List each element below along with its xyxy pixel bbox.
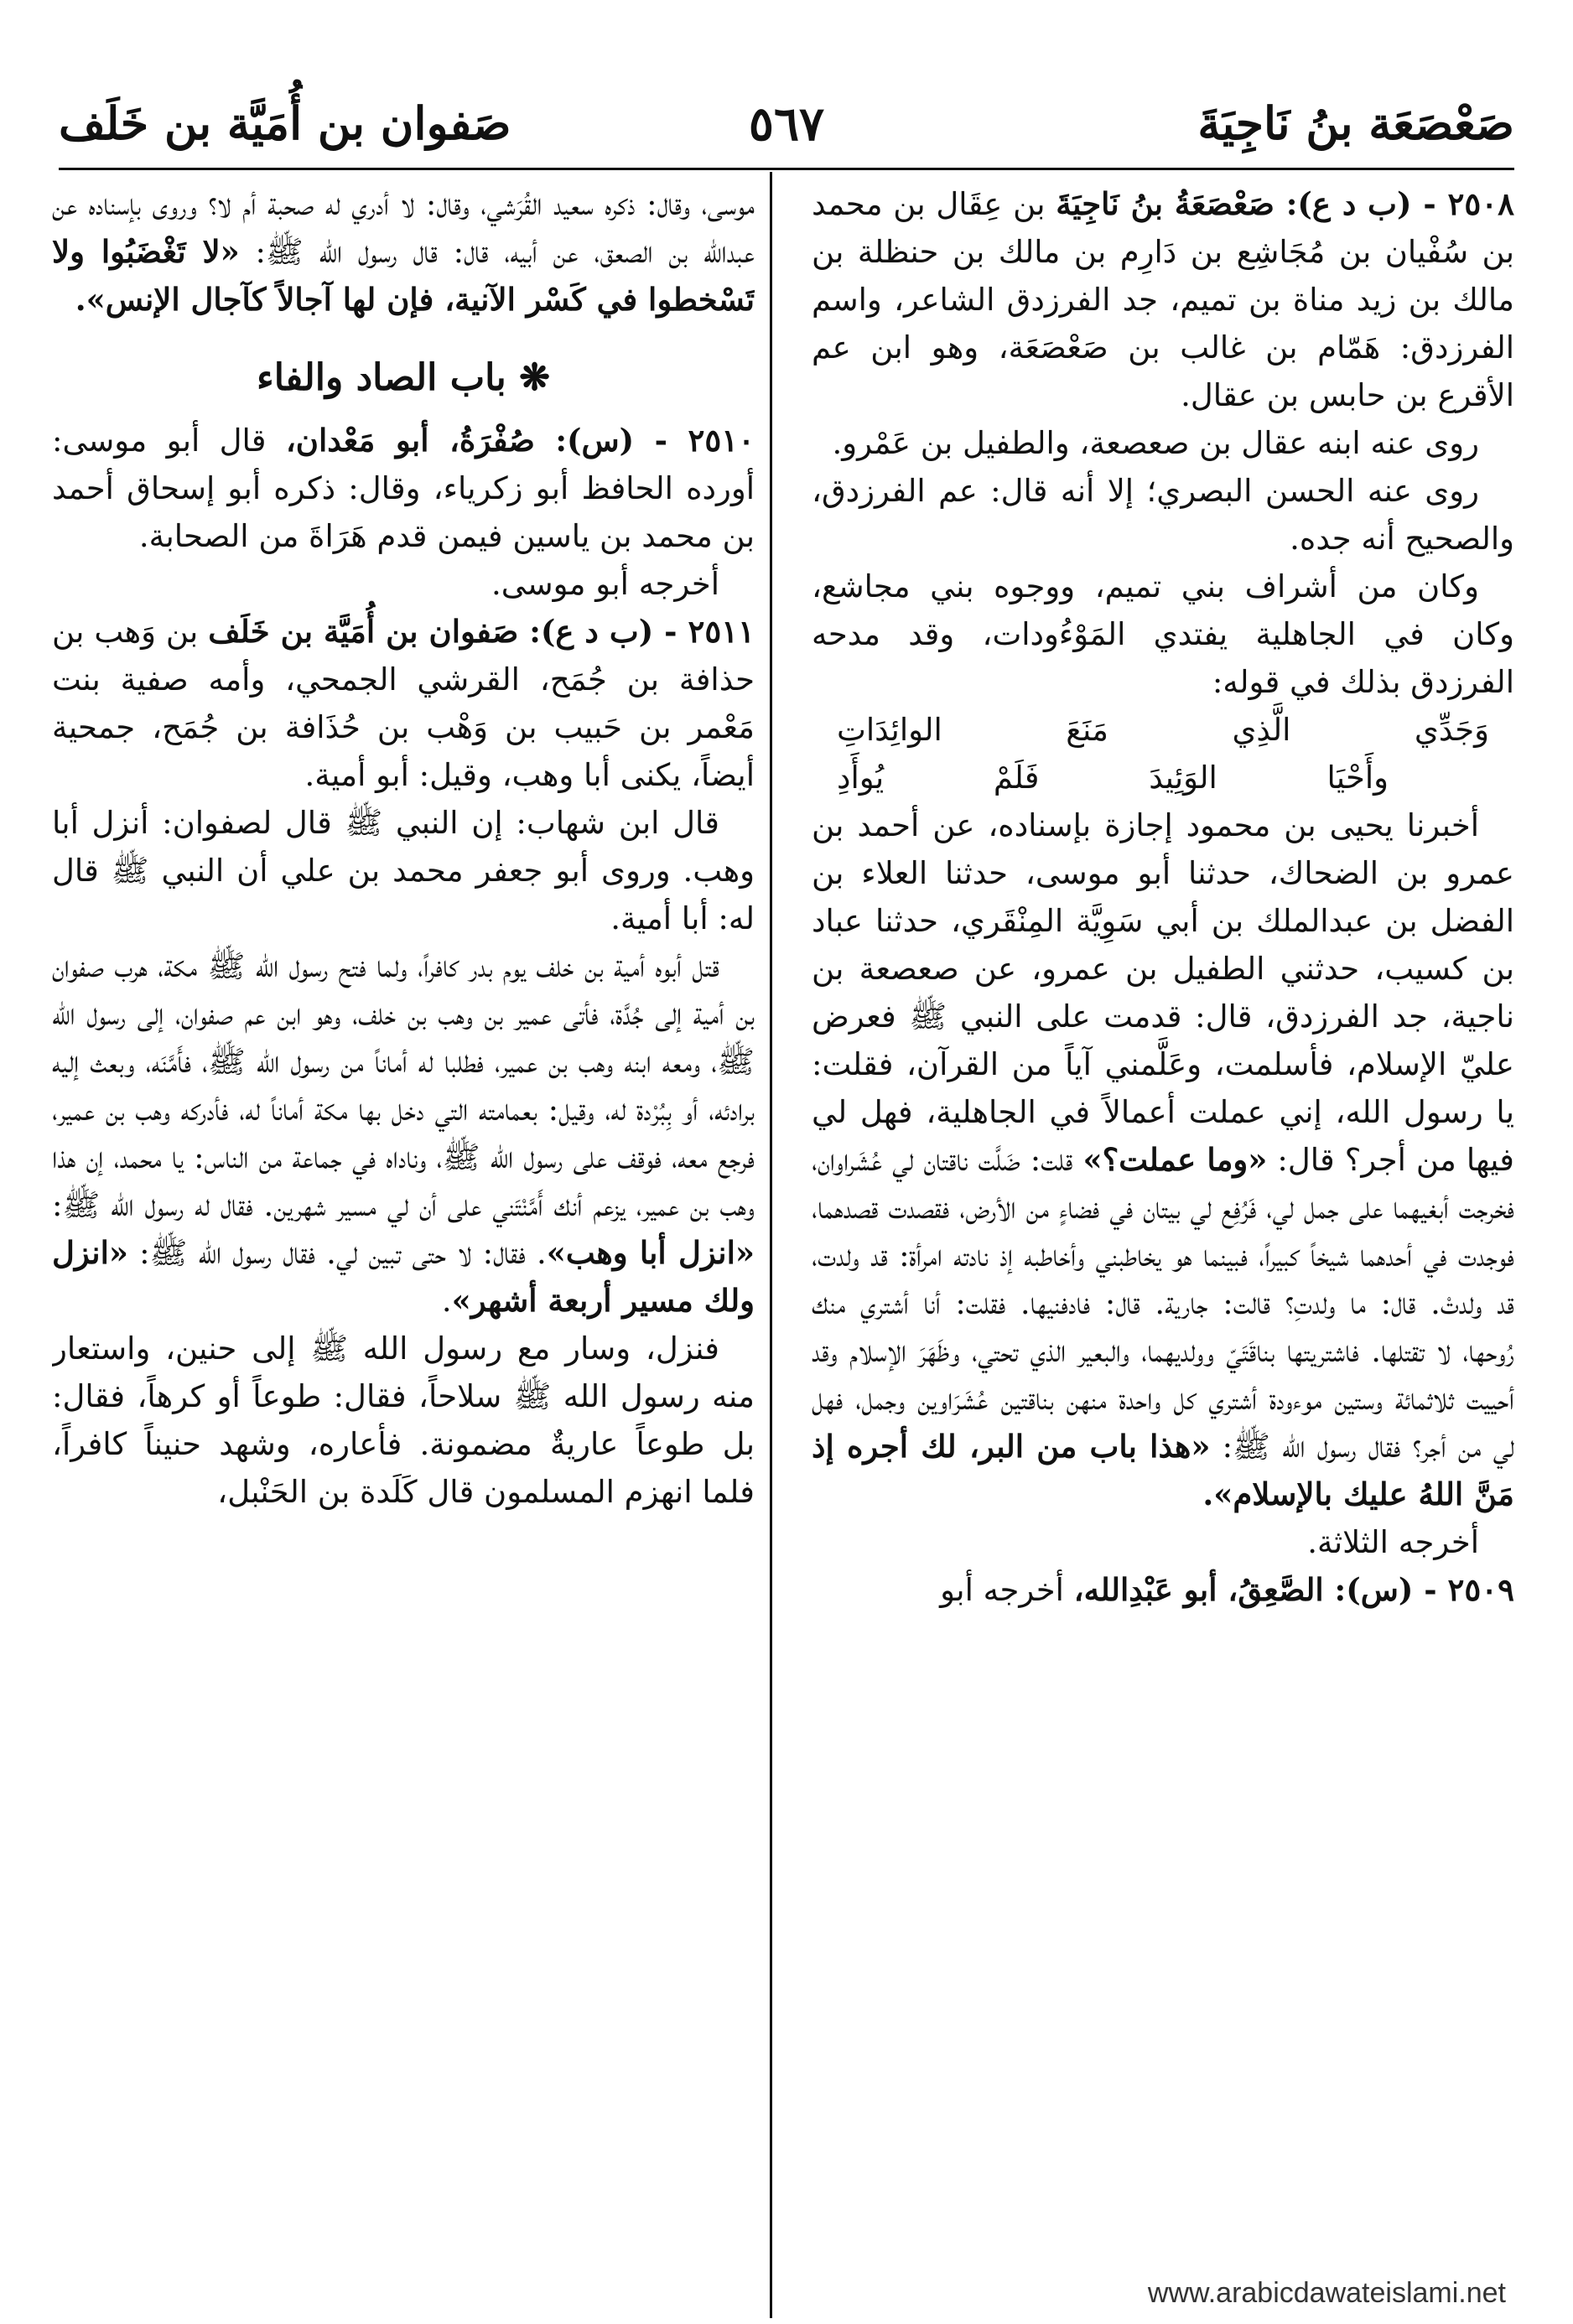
entry-number: ٢٥٠٩ bbox=[1447, 1571, 1514, 1608]
poem-line: وَجَدِّي الَّذِي مَنَعَ الوائِدَاتِ bbox=[837, 712, 1489, 748]
entry-2510 bbox=[52, 417, 755, 560]
poem bbox=[812, 706, 1514, 801]
paragraph-text: قتل أبوه أمية بن خلف يوم بدر كافراً، ولما فتح رسول الله ﷺ مكة، هرب صفوان بن أمية إلى جُدَّة، فأتى عمير بن وهب بن خلف، وهو ابن عم صفوان، إلى رسول الله ﷺ، ومعه ابنه وهب بن عمير، فطلبا له أماناً من رسول الله ﷺ، فأَمَّنَه، وبعث إليه برادئه، أو بِبُرْدة له، وقيل: بعمامته التي دخل بها مكة أماناً له، فأدركه وهب بن عمير، فرجع معه، فوقف على رسول الله ﷺ، وناداه في جماعة من الناس: يا محمد، إن هذا وهب بن عمير، يزعم أنك أَمَّنْتَني على أن لي مسير شهرين. فقال له رسول الله ﷺ: bbox=[52, 948, 755, 1223]
quote-bold: «انزل أبا وهب» bbox=[546, 1234, 755, 1271]
paragraph: قال ابن شهاب: إن النبي ﷺ قال لصفوان: أنزل أبا وهب. وروى أبو جعفر محمد بن علي أن النبي ﷺ قال له: أبا أمية. bbox=[52, 805, 755, 936]
entry-number: ٢٥١٠ bbox=[688, 422, 755, 459]
poem-line: وأَحْيَا الوَئِيدَ فَلَمْ يُوأَدِ bbox=[837, 760, 1389, 796]
quote-bold: «لا تَغْضَبُوا ولا تَسْخطوا في كَسْر الآنية، فإن لها آجالاً كآجال الإنس». bbox=[52, 233, 755, 318]
entry-heading: - (ب د ع): صَعْصَعَةُ بنُ نَاجِيَةَ bbox=[1056, 185, 1448, 222]
entry-text: بن وَهب بن حذافة بن جُمَح، القرشي الجمحي، وأمه صفية بنت مَعْمر بن حَبيب بن وَهْب بن حُذَافة بن جُمَح، جمحية أيضاً، يكنى أبا وهب، وقيل: أبو أمية. bbox=[52, 614, 755, 793]
paragraph: فنزل، وسار مع رسول الله ﷺ إلى حنين، واستعار منه رسول الله ﷺ سلاحاً، فقال: طوعاً أو كرهاً، فقال: بل طوعاً عاريةٌ مضمونة. فأعاره، وشهد حنيناً كافراً، فلما انهزم المسلمون قال كَلَدة بن الحَنْبل، bbox=[52, 1331, 755, 1510]
paragraph: وكان من أشراف بني تميم، ووجوه بني مجاشع، وكان في الجاهلية يفتدي المَوْءُودات، وقد مدحه الفرزدق بذلك في قوله: bbox=[812, 568, 1514, 700]
entry-heading: - (س): صُفْرَةُ، أبو مَعْدان، bbox=[285, 422, 688, 459]
column-divider bbox=[770, 172, 772, 2318]
header-rule bbox=[59, 168, 1514, 170]
paragraph-text: أخبرنا يحيى بن محمود إجازة بإسناده، عن أحمد بن عمرو بن الضحاك، حدثنا أبو موسى، حدثنا العلاء بن الفضل بن عبدالملك بن أبي سَوِيَّة المِنْقَري، حدثنا عباد بن كسيب، حدثني الطفيل بن عمرو، عن صعصعة بن ناجية، جد الفرزدق، قال: قدمت على النبي ﷺ فعرض عليّ الإسلام، فأسلمت، وعَلَّمني آياً من القرآن، فقلت: يا رسول الله، إني عملت أعمالاً في الجاهلية، فهل لي فيها من أجر؟ قال: bbox=[812, 807, 1514, 1178]
entry-2508 bbox=[812, 180, 1514, 419]
right-column bbox=[812, 180, 1514, 2314]
header-left-title: صَفوان بن أُمَيَّة بن خَلَف bbox=[59, 96, 511, 150]
entry-2511 bbox=[52, 608, 755, 799]
entry-number: ٢٥٠٨ bbox=[1447, 185, 1514, 222]
paragraph bbox=[812, 801, 1514, 1518]
paragraph-text: قلت: ضَلَّت ناقتان لي عُشَراوان، فخرجت أبغيهما على جمل لي، فَرُفِع لي بيتان في فضاءٍ من الأرض، فقصدت قصدهما، فوجدت في أحدهما شيخاً كبيراً، فبينما هو يخاطبني وأخاطبه إذ نادته امرأة: قد ولدت، قد ولدتْ. قال: ما ولدتِ؟ قالت: جارية. قال: فادفنيها. فقلت: أنا أشتري منك رُوحها، لا تقتلها. فاشتريتها بناقَتَيّ وولديهما، والبعير الذي تحتي، وظَهَرَ الإسلام وقد أحييت ثلاثمائة وستين موءودة أشتري كل واحدة منهن بناقتين عُشَرَاوين وجمل، فهل لي من أجر؟ فقال رسول الله ﷺ: bbox=[812, 1142, 1514, 1465]
page-number: ٥٦٧ bbox=[748, 96, 825, 152]
paragraph bbox=[52, 942, 755, 1325]
paragraph bbox=[52, 180, 755, 324]
quote-bold: «هذا باب من البر، لك أجره إذ مَنَّ اللهُ عليك بالإسلام». bbox=[812, 1428, 1514, 1512]
running-header bbox=[59, 80, 1514, 163]
left-column bbox=[52, 180, 755, 2314]
quote-bold: «انزل ولك مسير أربعة أشهر» bbox=[52, 1234, 755, 1319]
entry-text: قال أبو موسى: أورده الحافظ أبو زكرياء، وقال: ذكره أبو إسحاق أحمد بن محمد بن ياسين فيمن قدم هَرَاةَ من الصحابة. bbox=[52, 423, 755, 554]
paragraph: روى عنه الحسن البصري؛ إلا أنه قال: عم الفرزدق، والصحيح أنه جده. bbox=[812, 473, 1514, 557]
paragraph: أخرجه الثلاثة. bbox=[1307, 1524, 1479, 1560]
paragraph-text: . bbox=[441, 1283, 452, 1319]
quote-bold: «وما عملت؟» bbox=[1082, 1141, 1268, 1178]
paragraph: روى عنه ابنه عقال بن صعصعة، والطفيل بن عَمْرو. bbox=[832, 425, 1479, 461]
entry-text: بن عِقَال بن محمد بن سُفْيان بن مُجَاشِع بن دَارِم بن مالك بن حنظلة بن مالك بن زيد مناة بن تميم، جد الفرزدق الشاعر، واسم الفرزدق: هَمّام بن غالب بن صَعْصَعَة، وهو ابن عم الأقرع بن حابس بن عقال. bbox=[812, 186, 1514, 413]
entry-2509 bbox=[812, 1566, 1514, 1614]
entry-number: ٢٥١١ bbox=[688, 613, 755, 650]
watermark-url: www.arabicdawateislami.net bbox=[1147, 2277, 1506, 2309]
entry-heading: - (س): الصَّعِقُ، أبو عَبْدِالله، bbox=[1073, 1571, 1448, 1608]
entry-heading: - (ب د ع): صَفوان بن أُمَيَّة بن خَلَف bbox=[208, 613, 688, 650]
paragraph-text: . فقال: لا حتى تبين لي. فقال رسول الله ﷺ: bbox=[128, 1235, 547, 1271]
paragraph: أخرجه أبو موسى. bbox=[491, 566, 719, 602]
header-right-title: صَعْصَعَة بنُ نَاجِيَةَ bbox=[1197, 96, 1514, 150]
section-title: ❋ باب الصاد والفاء bbox=[257, 356, 550, 399]
entry-text: أخرجه أبو bbox=[940, 1572, 1074, 1608]
paragraph-text: موسى، وقال: ذكره سعيد القُرَشي، وقال: لا أدري له صحبة أم لا؟ وروى بإسناده عن عبدالله بن الصعق، عن أبيه، قال: قال رسول الله ﷺ: bbox=[52, 186, 755, 270]
